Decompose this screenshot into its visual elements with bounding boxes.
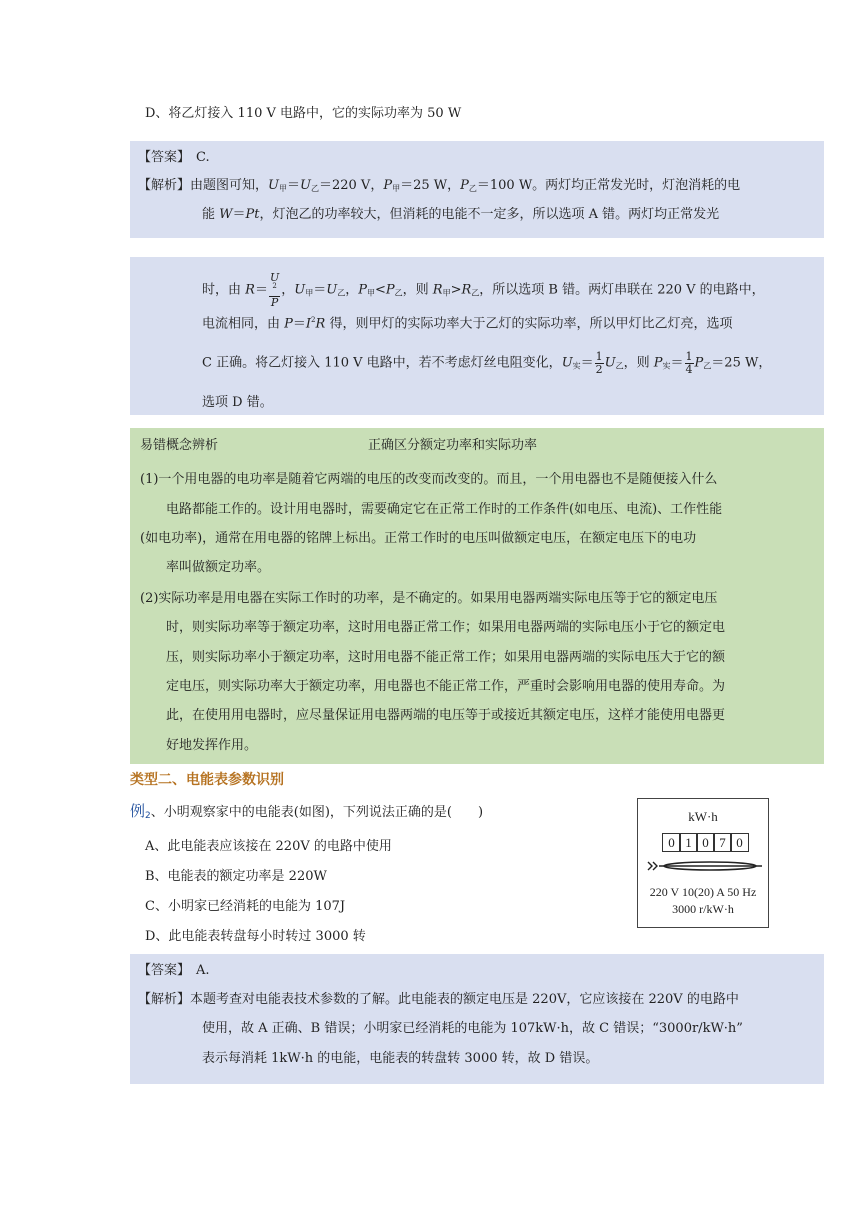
analysis-line-6: 选项 D 错。 [202, 395, 273, 410]
meter-unit: kW·h [688, 809, 718, 824]
meter-disc-icon [642, 857, 764, 875]
example-number: 2 [145, 811, 151, 821]
example-option-d: D、此电能表转盘每小时转过 3000 转 [145, 929, 366, 944]
analysis-text-1a: 由题图可知， [190, 178, 269, 193]
example-question [130, 804, 483, 821]
meter-digit: 1 [679, 833, 698, 852]
answer-block-1 [130, 141, 824, 238]
answer-value: C. [196, 150, 210, 165]
analysis2-line-3: 表示每消耗 1kW·h 的电能，电能表的转盘转 3000 转，故 D 错误。 [202, 1051, 599, 1066]
option-d-text: D、将乙灯接入 110 V 电路中，它的实际功率为 50 W [145, 106, 462, 121]
concept-p1-line-2: 电路都能工作的。设计用电器时，需要确定它在正常工作时的工作条件(如电压、电流)、工作性能 [166, 502, 723, 517]
concept-p2-line-5: 此，在使用用电器时，应尽量保证用电器两端的电压等于或接近其额定电压，这样才能使用电器更 [166, 708, 726, 723]
analysis-text-3b: ， [281, 282, 295, 298]
concept-p2-line-2: 时，则实际功率等于额定功率，这时用电器正常工作；如果用电器两端的实际电压小于它的额定电 [166, 620, 726, 635]
analysis-text-2b: ，灯泡乙的功率较大，但消耗的电能不一定多，所以选项 A 错。两灯均正常发光 [259, 207, 720, 222]
answer-label [138, 151, 210, 164]
concept-p2-line-1: (2)实际功率是用电器在实际工作时的功率，是不确定的。如果用电器两端实际电压等于它的额定电压 [140, 591, 718, 606]
analysis-line-3: 时，由 R＝ U $^2$ P ，$U_甲=U_乙$，$P_甲<P_乙$，则 $R_甲>R_乙$，所以选项 B 错。两灯串联在 220 V 的电路中， [202, 271, 765, 309]
analysis-label: 【解析】 [138, 992, 191, 1007]
example-option-b: B、电能表的额定功率是 220W [145, 869, 327, 884]
concept-p2-line-4: 定电压，则实际功率大于额定功率，用电器也不能正常工作，严重时会影响用电器的使用寿命。为 [166, 679, 726, 694]
concept-p2-line-6: 好地发挥作用。 [166, 738, 258, 753]
analysis-text-3d: ，则 [402, 282, 433, 298]
analysis2-line-1 [138, 993, 739, 1006]
example-label: 例 [130, 802, 146, 820]
analysis-text-2a: 能 [202, 207, 220, 222]
answer-label-text: 【答案】 [138, 150, 191, 165]
analysis-label: 【解析】 [138, 178, 191, 193]
analysis-line-1: 【解析】由题图可知，$U_甲=U_乙=220$ V，$P_甲=25$ W，$P_乙=100$ W。两灯均正常发光时，灯泡消耗的电 [138, 178, 741, 193]
analysis-text-3e: ，所以选项 B 错。两灯串联在 220 V 的电路中， [479, 282, 765, 298]
answer-block-2 [130, 954, 824, 1084]
electricity-meter-figure [637, 798, 769, 928]
analysis-text-1b: ＝220 V， [318, 178, 384, 193]
answer-value: A. [196, 963, 210, 978]
concept-box [130, 428, 824, 764]
analysis-text-4a: 电流相同，由 [202, 316, 285, 332]
meter-digit: 0 [696, 833, 715, 852]
analysis-text-3c: ， [345, 282, 359, 298]
meter-spec-line: 220 V 10(20) A 50 Hz [649, 885, 757, 899]
meter-digit: 7 [713, 833, 732, 852]
section-heading: 类型二、电能表参数识别 [130, 772, 284, 788]
analysis-line-5: C 正确。将乙灯接入 110 V 电路中，若不考虑灯丝电阻变化，$U_实=$ $\frac{1}{2}$ $U_乙$，则 $P_实=$ $\frac{1}{4}$ $P_乙=25$ W， [202, 350, 772, 376]
analysis-text-3a: 时，由 [202, 282, 246, 298]
concept-p1-line-1: (1)一个用电器的电功率是随着它两端的电压的改变而改变的。而且，一个用电器也不是随便接入什么 [140, 472, 718, 487]
answer-label-2 [138, 964, 210, 977]
concept-p1-line-3: (如电功率)，通常在用电器的铭牌上标出。正常工作时的电压叫做额定电压，在额定电压下的电功 [140, 531, 697, 546]
meter-rev-line: 3000 r/kW·h [672, 902, 734, 916]
concept-p2-line-3: 压，则实际功率小于额定功率，这时用电器不能正常工作；如果用电器两端的实际电压大于它的额 [166, 650, 726, 665]
analysis-text-5b: ，则 [623, 355, 654, 371]
example-separator: 、 [150, 805, 164, 820]
analysis-line-2: 能 W＝Pt，灯泡乙的功率较大，但消耗的电能不一定多，所以选项 A 错。两灯均正常发光 [202, 207, 720, 222]
analysis-text-5c: ＝25 W， [711, 355, 772, 371]
analysis2-text-1: 本题考查对电能表技术参数的了解。此电能表的额定电压是 220V，它应该接在 220V 的电路中 [190, 992, 739, 1007]
example-option-c: C、小明家已经消耗的电能为 107J [145, 899, 346, 914]
analysis-text-4b: 得，则甲灯的实际功率大于乙灯的实际功率，所以甲灯比乙灯亮，选项 [325, 316, 733, 332]
concept-p1-line-4: 率叫做额定功率。 [166, 560, 271, 575]
analysis-text-5a: C 正确。将乙灯接入 110 V 电路中，若不考虑灯丝电阻变化， [202, 355, 562, 371]
meter-digit: 0 [662, 833, 681, 852]
example-question-text: 小明观察家中的电能表(如图)，下列说法正确的是( ) [163, 805, 484, 820]
concept-tag: 易错概念辨析 [140, 438, 219, 453]
answer-block-1-continued [130, 257, 824, 415]
concept-title: 正确区分额定功率和实际功率 [368, 438, 538, 453]
analysis-text-1c: ＝25 W， [400, 178, 461, 193]
answer-label-text: 【答案】 [138, 963, 191, 978]
analysis-line-4: 电流相同，由 $P=I^2R$ 得，则甲灯的实际功率大于乙灯的实际功率，所以甲灯比乙灯亮，选项 [202, 316, 733, 332]
example-option-a: A、此电能表应该接在 220V 的电路中使用 [145, 839, 392, 854]
analysis-text-1d: ＝100 W。两灯均正常发光时，灯泡消耗的电 [476, 178, 741, 193]
analysis2-line-2: 使用，故 A 正确、B 错误；小明家已经消耗的电能为 107kW·h，故 C 错误；“3000r/kW·h” [202, 1021, 743, 1036]
meter-digit: 0 [730, 833, 749, 852]
